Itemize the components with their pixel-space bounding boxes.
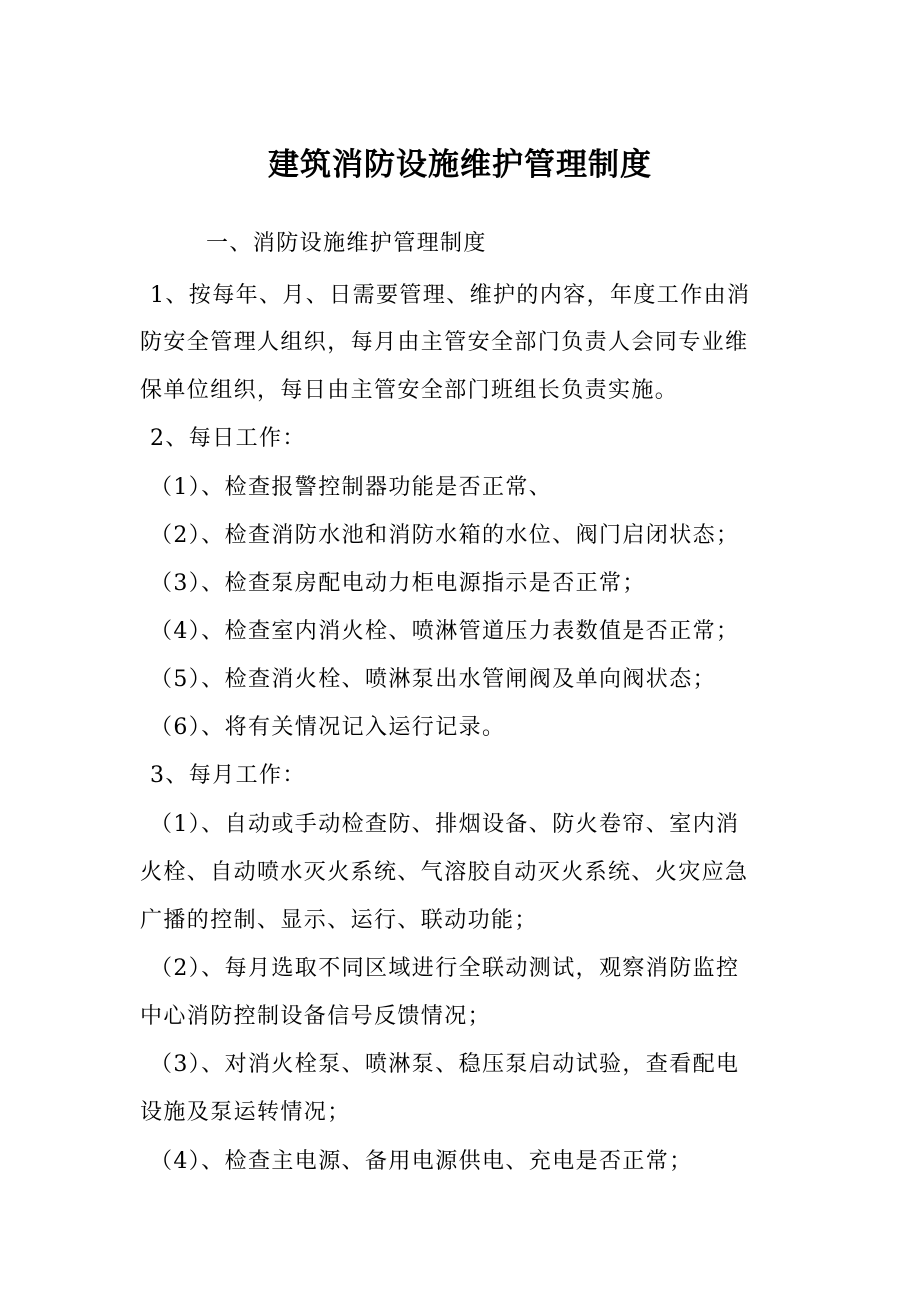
- section-heading: 一、消防设施维护管理制度: [206, 231, 487, 256]
- daily-item-6: （6）、将有关情况记入运行记录。: [150, 715, 506, 740]
- item1-line1: 1、按每年、月、日需要管理、维护的内容，年度工作由消: [150, 283, 751, 308]
- monthly-item2-line2: 中心消防控制设备信号反馈情况；: [140, 1004, 492, 1029]
- daily-item-1: （1）、检查报警控制器功能是否正常、: [150, 475, 553, 500]
- monthly-item3-line2: 设施及泵运转情况；: [140, 1100, 351, 1125]
- monthly-item1-line1: （1）、自动或手动检查防、排烟设备、防火卷帘、室内消: [150, 812, 740, 837]
- monthly-item3-line1: （3）、对消火栓泵、喷淋泵、稳压泵启动试验，查看配电: [150, 1052, 740, 1077]
- daily-item-3: （3）、检查泵房配电动力柜电源指示是否正常；: [150, 571, 646, 596]
- item1-line2: 防安全管理人组织，每月由主管安全部门负责人会同专业维: [140, 330, 749, 355]
- daily-item-2: （2）、检查消防水池和消防水箱的水位、阀门启闭状态；: [150, 523, 740, 548]
- monthly-item2-line1: （2）、每月选取不同区域进行全联动测试，观察消防监控: [150, 956, 740, 981]
- monthly-item4-line1: （4）、检查主电源、备用电源供电、充电是否正常；: [150, 1149, 693, 1174]
- daily-heading: 2、每日工作：: [150, 426, 306, 451]
- daily-item-5: （5）、检查消火栓、喷淋泵出水管闸阀及单向阀状态；: [150, 667, 716, 692]
- monthly-heading: 3、每月工作：: [150, 763, 306, 788]
- item1-line3: 保单位组织，每日由主管安全部门班组长负责实施。: [140, 378, 679, 403]
- monthly-item1-line2: 火栓、自动喷水灭火系统、气溶胶自动灭火系统、火灾应急: [140, 860, 749, 885]
- monthly-item1-line3: 广播的控制、显示、运行、联动功能；: [140, 908, 538, 933]
- document-title: 建筑消防设施维护管理制度: [268, 147, 652, 183]
- daily-item-4: （4）、检查室内消火栓、喷淋管道压力表数值是否正常；: [150, 619, 740, 644]
